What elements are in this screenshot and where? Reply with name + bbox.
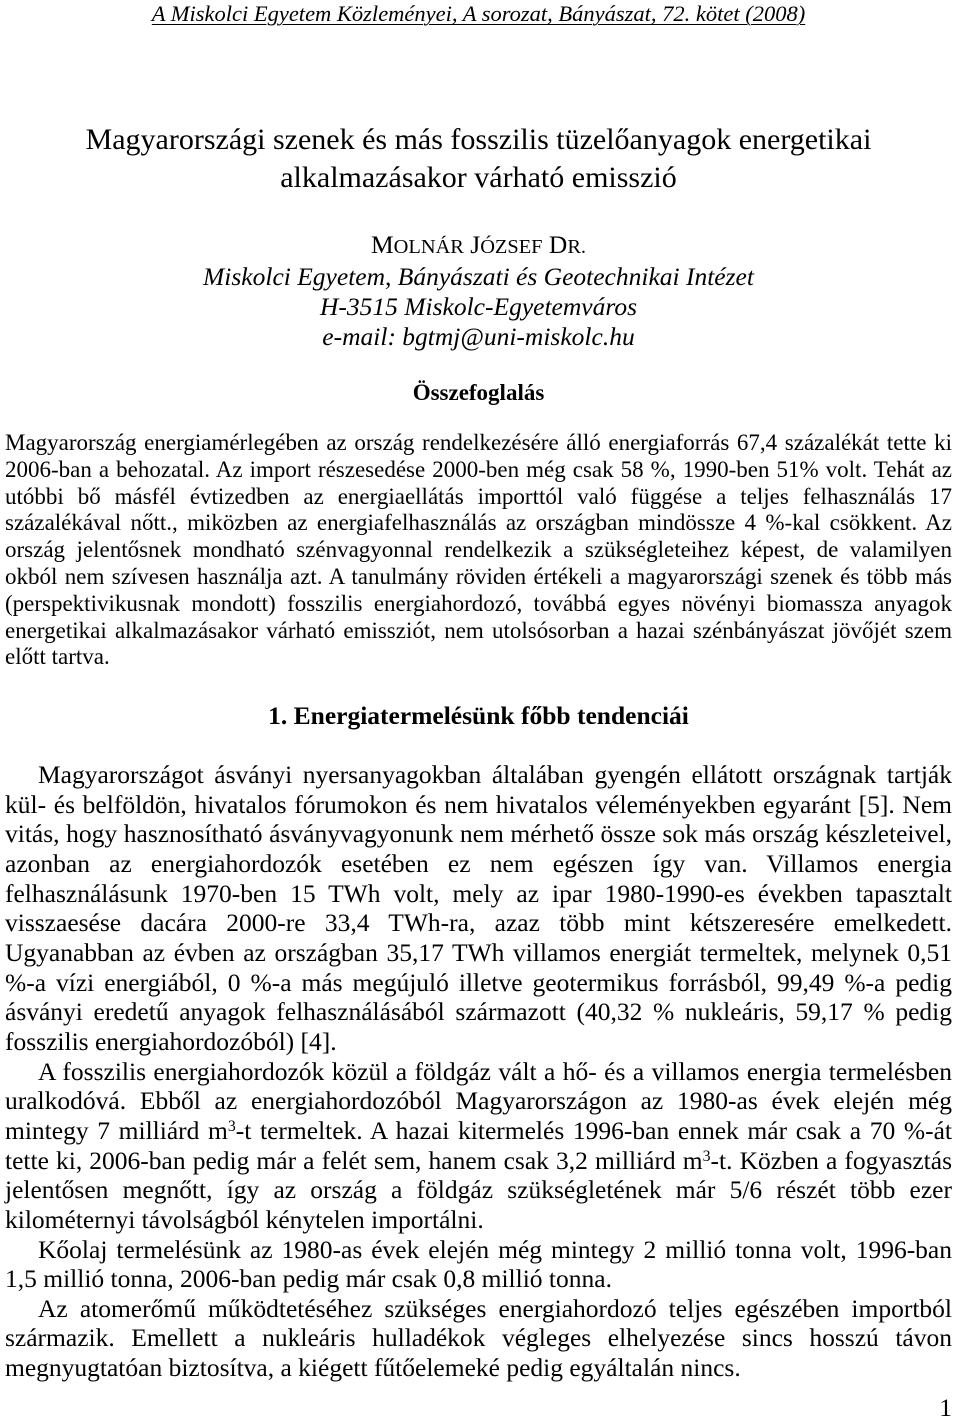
abstract-heading: Összefoglalás xyxy=(412,380,545,405)
section-heading: 1. Energiatermelésünk főbb tendenciái xyxy=(268,701,689,730)
title-line-1: Magyarországi szenek és más fosszilis tüzelőanyagok energetikai xyxy=(85,123,872,156)
body-paragraph-4: Az atomerőmű működtetéséhez szükséges energiahordozó teljes egészében importból származik. Emellett a nukleáris hulladékok végleges elhelyezése sincs hosszú távon megnyugtatóan biztosítva, a kiégett fűtőelemeké pedig egyáltalán nincs. xyxy=(5,1293,952,1383)
superscript: 3 xyxy=(702,1147,711,1165)
author-email: e-mail: bgtmj@uni-miskolc.hu xyxy=(322,322,635,351)
name-smallcaps: R. xyxy=(567,236,587,258)
section-body xyxy=(5,760,952,1383)
journal-header xyxy=(5,1,952,27)
paragraph-text: -t termeltek. A hazai kitermelés 1996-ban ennek már csak a 70 %-át tette ki, 2006-ban pedig már a felét sem, hanem csak 3,2 milliárd m xyxy=(5,1115,952,1175)
paragraph-text: -t. Közben a fogyasztás jelentősen megnőtt, így az ország a földgáz szükségletének már 5/6 részét több ezer kilométernyi távolságból kénytelen importálni. xyxy=(5,1145,953,1234)
name-smallcaps: ÓZSEF xyxy=(480,236,543,258)
body-paragraph-2 xyxy=(5,1057,952,1235)
name-initial: M xyxy=(370,230,394,259)
author-name xyxy=(5,230,952,262)
journal-citation: A Miskolci Egyetem Közleményei, A sorozat, Bányászat, 72. kötet (2008) xyxy=(151,1,806,26)
page-number: 1 xyxy=(939,1393,952,1420)
name-smallcaps: OLNÁR xyxy=(393,236,464,258)
name-initial: D xyxy=(548,230,568,259)
paragraph-text: A fosszilis energiahordozók közül a földgáz vált a hő- és a villamos energia termelésben uralkodóvá. Ebből az energiahordozóból Magyarországon az 1980-as évek elején még mintegy 7 milliárd m xyxy=(5,1056,952,1145)
body-paragraph-1: Magyarországot ásványi nyersanyagokban általában gyengén ellátott országnak tartják kül- és belföldön, hivatalos fórumokon és nem hivatalos véleményekben egyaránt [5]. Nem vitás, hogy hasznosítható ásványvagyonunk nem mérhető össze sok más ország készleteivel, azonban az energiahordozók esetében ez nem egészen így van. Villamos energia felhasználásunk 1970-ben 15 TWh volt, mely az ipar 1980-1990-es években tapasztalt visszaesése dacára 2000-re 33,4 TWh-ra, azaz több mint kétszeresére emelkedett. Ugyanabban az évben az országban 35,17 TWh villamos energiát termeltek, melynek 0,51 %-a vízi energiából, 0 %-a más megújuló illetve geotermikus forrásból, 99,49 %-a pedig ásványi eredetű anyagok felhasználásából származott (40,32 % nukleáris, 59,17 % pedig fosszilis energiahordozóból) [4]. xyxy=(5,760,952,1056)
title-line-2: alkalmazásakor várható emisszió xyxy=(280,161,677,194)
author-address: H-3515 Miskolc-Egyetemváros xyxy=(320,292,637,321)
body-paragraph-3: Kőolaj termelésünk az 1980-as évek elején még mintegy 2 millió tonna volt, 1996-ban 1,5 millió tonna, 2006-ban pedig már csak 0,8 millió tonna. xyxy=(5,1234,952,1294)
author-affiliation: Miskolci Egyetem, Bányászati és Geotechnikai Intézet xyxy=(203,262,754,291)
author-block xyxy=(5,230,952,352)
superscript: 3 xyxy=(227,1117,236,1135)
name-initial: J xyxy=(470,230,481,259)
paper-title xyxy=(5,121,952,197)
abstract-text: Magyarország energiamérlegében az ország rendelkezésére álló energiaforrás 67,4 százalékát tette ki 2006-ban a behozatal. Az import részesedése 2000-ben még csak 58 %, 1990-ben 51% volt. Tehát az utóbbi bő másfél évtizedben az energiaellátás importtól való függése a teljes felhasználás 17 százalékával nőtt., miközben az energiafelhasználás az országban mindössze 4 %-kal csökkent. Az ország jelentősnek mondható szénvagyonnal rendelkezik a szükségleteihez képest, de valamilyen okból nem szívesen használja azt. A tanulmány röviden értékeli a magyarországi szenek és több más (perspektivikusnak mondott) fosszilis energiahordozó, továbbá egyes növényi biomassza anyagok energetikai alkalmazásakor várható emissziót, nem utolsósorban a hazai szénbányászat jövőjét szem előtt tartva. xyxy=(5,430,952,670)
